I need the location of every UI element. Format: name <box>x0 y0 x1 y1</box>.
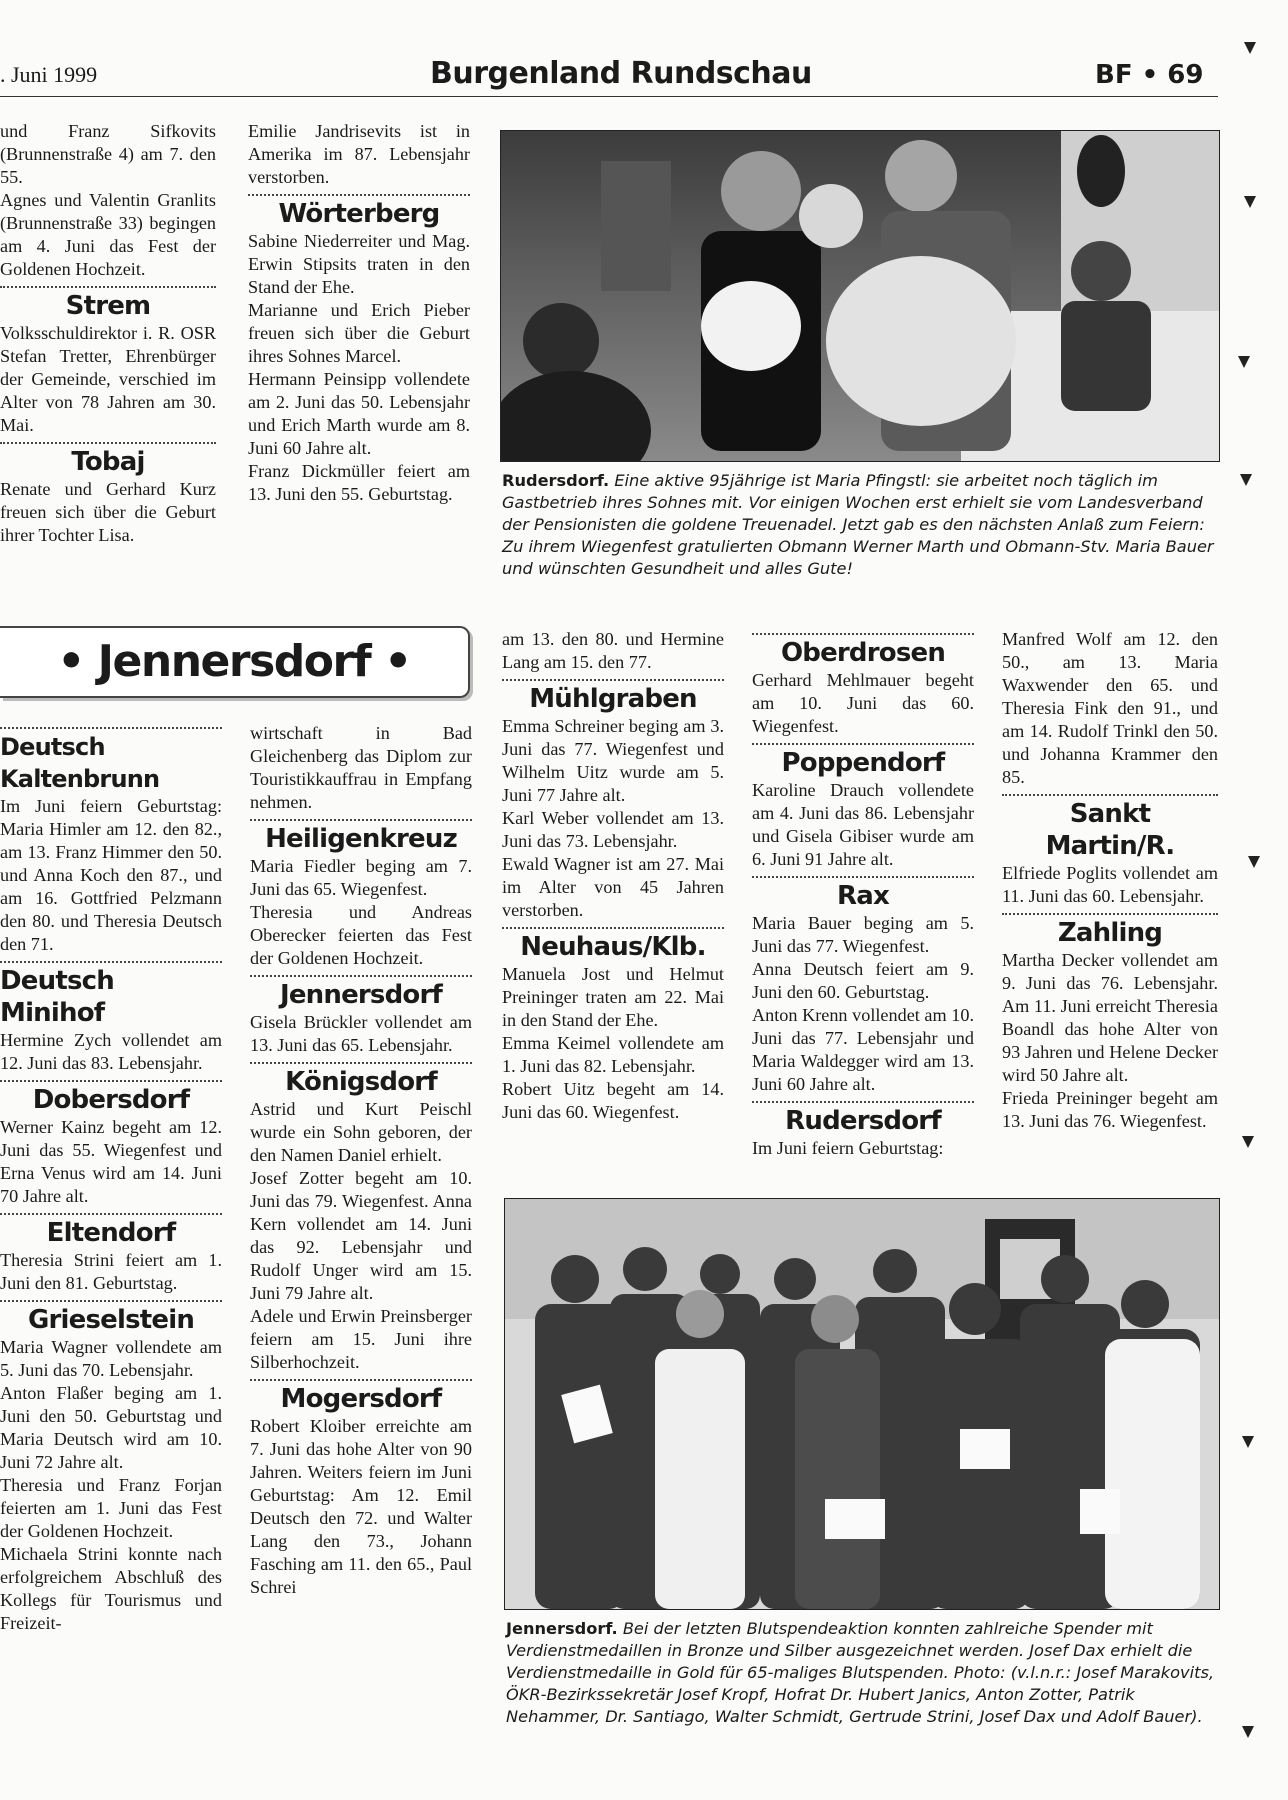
article-text: Robert Kloiber erreichte am 7. Juni das hohe Alter von 90 Jahren. Weiters feiern im Juni Geburtstag: Am 12. Emil Deutsch den 72. und Walter Lang den 73., Johann Fasching am 11. den 65., Paul Schrei <box>250 1416 472 1597</box>
photo-jennersdorf-blood-donors <box>504 1198 1220 1610</box>
dotted-divider <box>752 1101 974 1103</box>
dotted-divider <box>250 819 472 821</box>
bottom-column-2 <box>250 722 472 1782</box>
heading-mogersdorf: Mogersdorf <box>280 1384 442 1414</box>
photo-caption-rudersdorf <box>502 470 1218 580</box>
article-text: Manuela Jost und Helmut Preininger traten am 22. Mai in den Stand der Ehe. <box>502 964 724 1030</box>
margin-mark-icon <box>1244 42 1256 54</box>
dotted-divider <box>752 743 974 745</box>
article-text: Gisela Brückler vollendet am 13. Juni das 65. Lebensjahr. <box>250 1012 472 1055</box>
article-text: Emilie Jandrisevits ist in Amerika im 87. Lebensjahr verstorben. <box>248 121 470 187</box>
article-text: Hermine Zych vollendet am 12. Juni das 83. Lebensjahr. <box>0 1030 222 1073</box>
article-text: Maria Wagner vollendete am 5. Juni das 70. Lebensjahr. <box>0 1337 222 1380</box>
dotted-divider <box>752 876 974 878</box>
dotted-divider <box>250 1379 472 1381</box>
dotted-divider <box>0 727 222 729</box>
article-text: Maria Bauer beging am 5. Juni das 77. Wiegenfest. <box>752 913 974 956</box>
article-text: Volksschuldirektor i. R. OSR Stefan Tretter, Ehrenbürger der Gemeinde, verschied im Alter von 78 Jahren am 30. Mai. <box>0 323 216 435</box>
photo-rudersdorf-image <box>501 131 1219 461</box>
dotted-divider <box>0 961 222 963</box>
article-text: Emma Keimel vollendete am 1. Juni das 82. Lebensjahr. <box>502 1033 724 1076</box>
article-text: Theresia und Franz Forjan feierten am 1. Juni das Fest der Goldenen Hochzeit. <box>0 1475 222 1541</box>
article-text: Franz Dickmüller feiert am 13. Juni den 55. Geburtstag. <box>248 461 470 504</box>
margin-mark-icon <box>1242 1136 1254 1148</box>
photo-rudersdorf-celebration <box>500 130 1220 462</box>
article-text: Manfred Wolf am 12. den 50., am 13. Maria Waxwender den 65. und Theresia Fink den 91., und am 14. Rudolf Trinkl den 50. und Johanna Krammer den 85. <box>1002 629 1218 787</box>
article-text: Theresia Strini feiert am 1. Juni den 81. Geburtstag. <box>0 1250 222 1293</box>
article-text: Josef Zotter begeht am 10. Juni das 79. Wiegenfest. Anna Kern vollendet am 14. Juni das 92. Lebensjahr und Rudolf Unger wird am 15. Juni 79 Jahre alt. <box>250 1168 472 1303</box>
margin-mark-icon <box>1248 856 1260 868</box>
article-text: und Franz Sifkovits (Brunnenstraße 4) am 7. den 55. <box>0 121 216 187</box>
dotted-divider <box>1002 913 1218 915</box>
article-text: Karl Weber vollendet am 13. Juni das 73. Lebensjahr. <box>502 808 724 851</box>
dotted-divider <box>0 286 216 288</box>
article-text: Emma Schreiner beging am 3. Juni das 77. Wiegenfest und Wilhelm Uitz wurde am 5. Juni 77 Jahre alt. <box>502 716 724 805</box>
heading-sankt-martin: Sankt Martin/R. <box>1045 799 1175 861</box>
article-text: Martha Decker vollendet am 9. Juni das 76. Lebensjahr. Am 11. Juni erreicht Theresia Boandl das hohe Alter von 93 Jahren und Helene Decker wird 50 Jahre alt. <box>1002 950 1218 1085</box>
article-text: Karoline Drauch vollendete am 4. Juni das 86. Lebensjahr und Gisela Gibiser wurde am 6. Juni 91 Jahre alt. <box>752 780 974 869</box>
heading-deutsch-kaltenbrunn: Deutsch Kaltenbrunn <box>0 733 160 793</box>
article-text: Astrid und Kurt Peischl wurde ein Sohn geboren, der den Namen Daniel erhielt. <box>250 1099 472 1165</box>
article-text: wirtschaft in Bad Gleichenberg das Diplom zur Touristikkauffrau in Empfang nehmen. <box>250 723 472 812</box>
heading-woerterberg: Wörterberg <box>278 199 440 229</box>
article-text: Agnes und Valentin Granlits (Brunnenstraße 33) begingen am 4. Juni das Fest der Goldenen Hochzeit. <box>0 190 216 279</box>
dotted-divider <box>0 1300 222 1302</box>
heading-oberdrosen: Oberdrosen <box>780 638 946 668</box>
article-text: Werner Kainz begeht am 12. Juni das 55. Wiegenfest und Erna Venus wird am 14. Juni 70 Jahre alt. <box>0 1117 222 1206</box>
article-text: Im Juni feiern Geburtstag: Maria Himler am 12. den 82., am 13. Franz Himmer den 50. und Anna Koch den 87., und am 16. Gottfried Pelzmann den 80. und Theresia Deutsch den 71. <box>0 796 222 954</box>
article-text: Frieda Preininger begeht am 13. Juni das 76. Wiegenfest. <box>1002 1088 1218 1131</box>
bottom-column-1 <box>0 722 222 1782</box>
section-banner <box>0 626 470 698</box>
article-text: Michaela Strini konnte nach erfolgreichem Abschluß des Kollegs für Tourismus und Freizeit- <box>0 1544 222 1633</box>
article-text: Gerhard Mehlmauer begeht am 10. Juni das 60. Wiegenfest. <box>752 670 974 736</box>
dotted-divider <box>502 927 724 929</box>
heading-jennersdorf: Jennersdorf <box>279 980 443 1010</box>
article-text: Im Juni feiern Geburtstag: <box>752 1138 944 1158</box>
header-rule <box>0 96 1218 97</box>
photo-caption-jennersdorf <box>506 1618 1218 1728</box>
dotted-divider <box>502 679 724 681</box>
article-text: am 13. den 80. und Hermine Lang am 15. den 77. <box>502 629 724 672</box>
top-column-2 <box>248 120 470 590</box>
margin-mark-icon <box>1242 1726 1254 1738</box>
bottom-column-5 <box>1002 628 1218 1188</box>
heading-rudersdorf: Rudersdorf <box>785 1106 941 1136</box>
bottom-column-4 <box>752 628 974 1188</box>
heading-strem: Strem <box>65 291 151 321</box>
caption-text: Bei der letzten Blutspendeaktion konnten zahlreiche Spender mit Verdienstmedaillen in Bronze und Silber ausgezeichnet werden. Josef Dax erhielt die Verdienstmedaille in Gold für 65-maliges Blutspenden. Photo: (v.l.n.r.: Josef Marakovits, ÖKR-Bezirkssekretär Josef Kropf, Hofrat Dr. Hubert Janics, Anton Zotter, Patrik Nehammer, Dr. Santiago, Walter Schmidt, Gertrude Strini, Josef Dax und Adolf Bauer). <box>506 1619 1215 1726</box>
margin-mark-icon <box>1238 356 1250 368</box>
dotted-divider <box>752 633 974 635</box>
heading-heiligenkreuz: Heiligenkreuz <box>265 824 457 854</box>
article-text: Adele und Erwin Preinsberger feiern am 15. Juni ihre Silberhochzeit. <box>250 1306 472 1372</box>
article-text: Anton Flaßer beging am 1. Juni den 50. Geburtstag und Maria Deutsch wird am 10. Juni 72 Jahre alt. <box>0 1383 222 1472</box>
heading-dobersdorf: Dobersdorf <box>32 1085 190 1115</box>
dotted-divider <box>250 975 472 977</box>
margin-mark-icon <box>1242 1436 1254 1448</box>
heading-deutsch-minihof: Deutsch Minihof <box>0 966 114 1028</box>
issue-date: . Juni 1999 <box>0 62 98 87</box>
top-column-1 <box>0 120 216 590</box>
article-text: Theresia und Andreas Oberecker feierten das Fest der Goldenen Hochzeit. <box>250 902 472 968</box>
article-text: Anton Krenn vollendet am 10. Juni das 77. Lebensjahr und Maria Waldegger wird am 13. Juni 60 Jahre alt. <box>752 1005 974 1094</box>
photo-jennersdorf-image <box>505 1199 1219 1609</box>
margin-mark-icon <box>1240 474 1252 486</box>
heading-eltendorf: Eltendorf <box>46 1218 176 1248</box>
caption-place: Jennersdorf. <box>506 1619 618 1638</box>
dotted-divider <box>0 442 216 444</box>
article-text: Maria Fiedler beging am 7. Juni das 65. Wiegenfest. <box>250 856 472 899</box>
heading-muehlgraben: Mühlgraben <box>529 684 697 714</box>
heading-rax: Rax <box>837 881 889 911</box>
article-text: Hermann Peinsipp vollendete am 2. Juni das 50. Lebensjahr und Erich Marth wurde am 8. Juni 60 Jahre alt. <box>248 369 470 458</box>
bottom-column-3 <box>502 628 724 1188</box>
article-text: Sabine Niederreiter und Mag. Erwin Stipsits traten in den Stand der Ehe. <box>248 231 470 297</box>
page-number: BF • 69 <box>1095 60 1204 90</box>
article-text: Renate und Gerhard Kurz freuen sich über die Geburt ihrer Tochter Lisa. <box>0 479 216 545</box>
caption-place: Rudersdorf. <box>502 471 610 490</box>
section-banner-title: • Jennersdorf • <box>57 636 411 687</box>
heading-koenigsdorf: Königsdorf <box>285 1067 437 1097</box>
caption-text: Eine aktive 95jährige ist Maria Pfingstl: sie arbeitet noch täglich im Gastbetrieb ihres Sohnes mit. Vor einigen Wochen erst erhielt sie vom Landesverband der Pensionisten die goldene Treuenadel. Jetzt gab es den nächsten Anlaß zum Feiern: Zu ihrem Wiegenfest gratulierten Obmann Werner Marth und Obmann-Stv. Maria Bauer und wünschten Gesundheit und alles Gute! <box>502 471 1214 578</box>
dotted-divider <box>248 194 470 196</box>
dotted-divider <box>250 1062 472 1064</box>
margin-mark-icon <box>1244 196 1256 208</box>
article-text: Anna Deutsch feiert am 9. Juni den 60. Geburtstag. <box>752 959 974 1002</box>
article-text: Elfriede Poglits vollendet am 11. Juni das 60. Lebensjahr. <box>1002 863 1218 906</box>
dotted-divider <box>1002 794 1218 796</box>
heading-poppendorf: Poppendorf <box>781 748 945 778</box>
article-text: Marianne und Erich Pieber freuen sich über die Geburt ihres Sohnes Marcel. <box>248 300 470 366</box>
heading-grieselstein: Grieselstein <box>27 1305 195 1335</box>
article-text: Ewald Wagner ist am 27. Mai im Alter von 45 Jahren verstorben. <box>502 854 724 920</box>
heading-neuhaus: Neuhaus/Klb. <box>520 932 706 962</box>
article-text: Robert Uitz begeht am 14. Juni das 60. Wiegenfest. <box>502 1079 724 1122</box>
heading-zahling: Zahling <box>1057 918 1163 948</box>
heading-tobaj: Tobaj <box>71 447 145 477</box>
dotted-divider <box>0 1080 222 1082</box>
dotted-divider <box>0 1213 222 1215</box>
newspaper-title: Burgenland Rundschau <box>430 56 812 91</box>
